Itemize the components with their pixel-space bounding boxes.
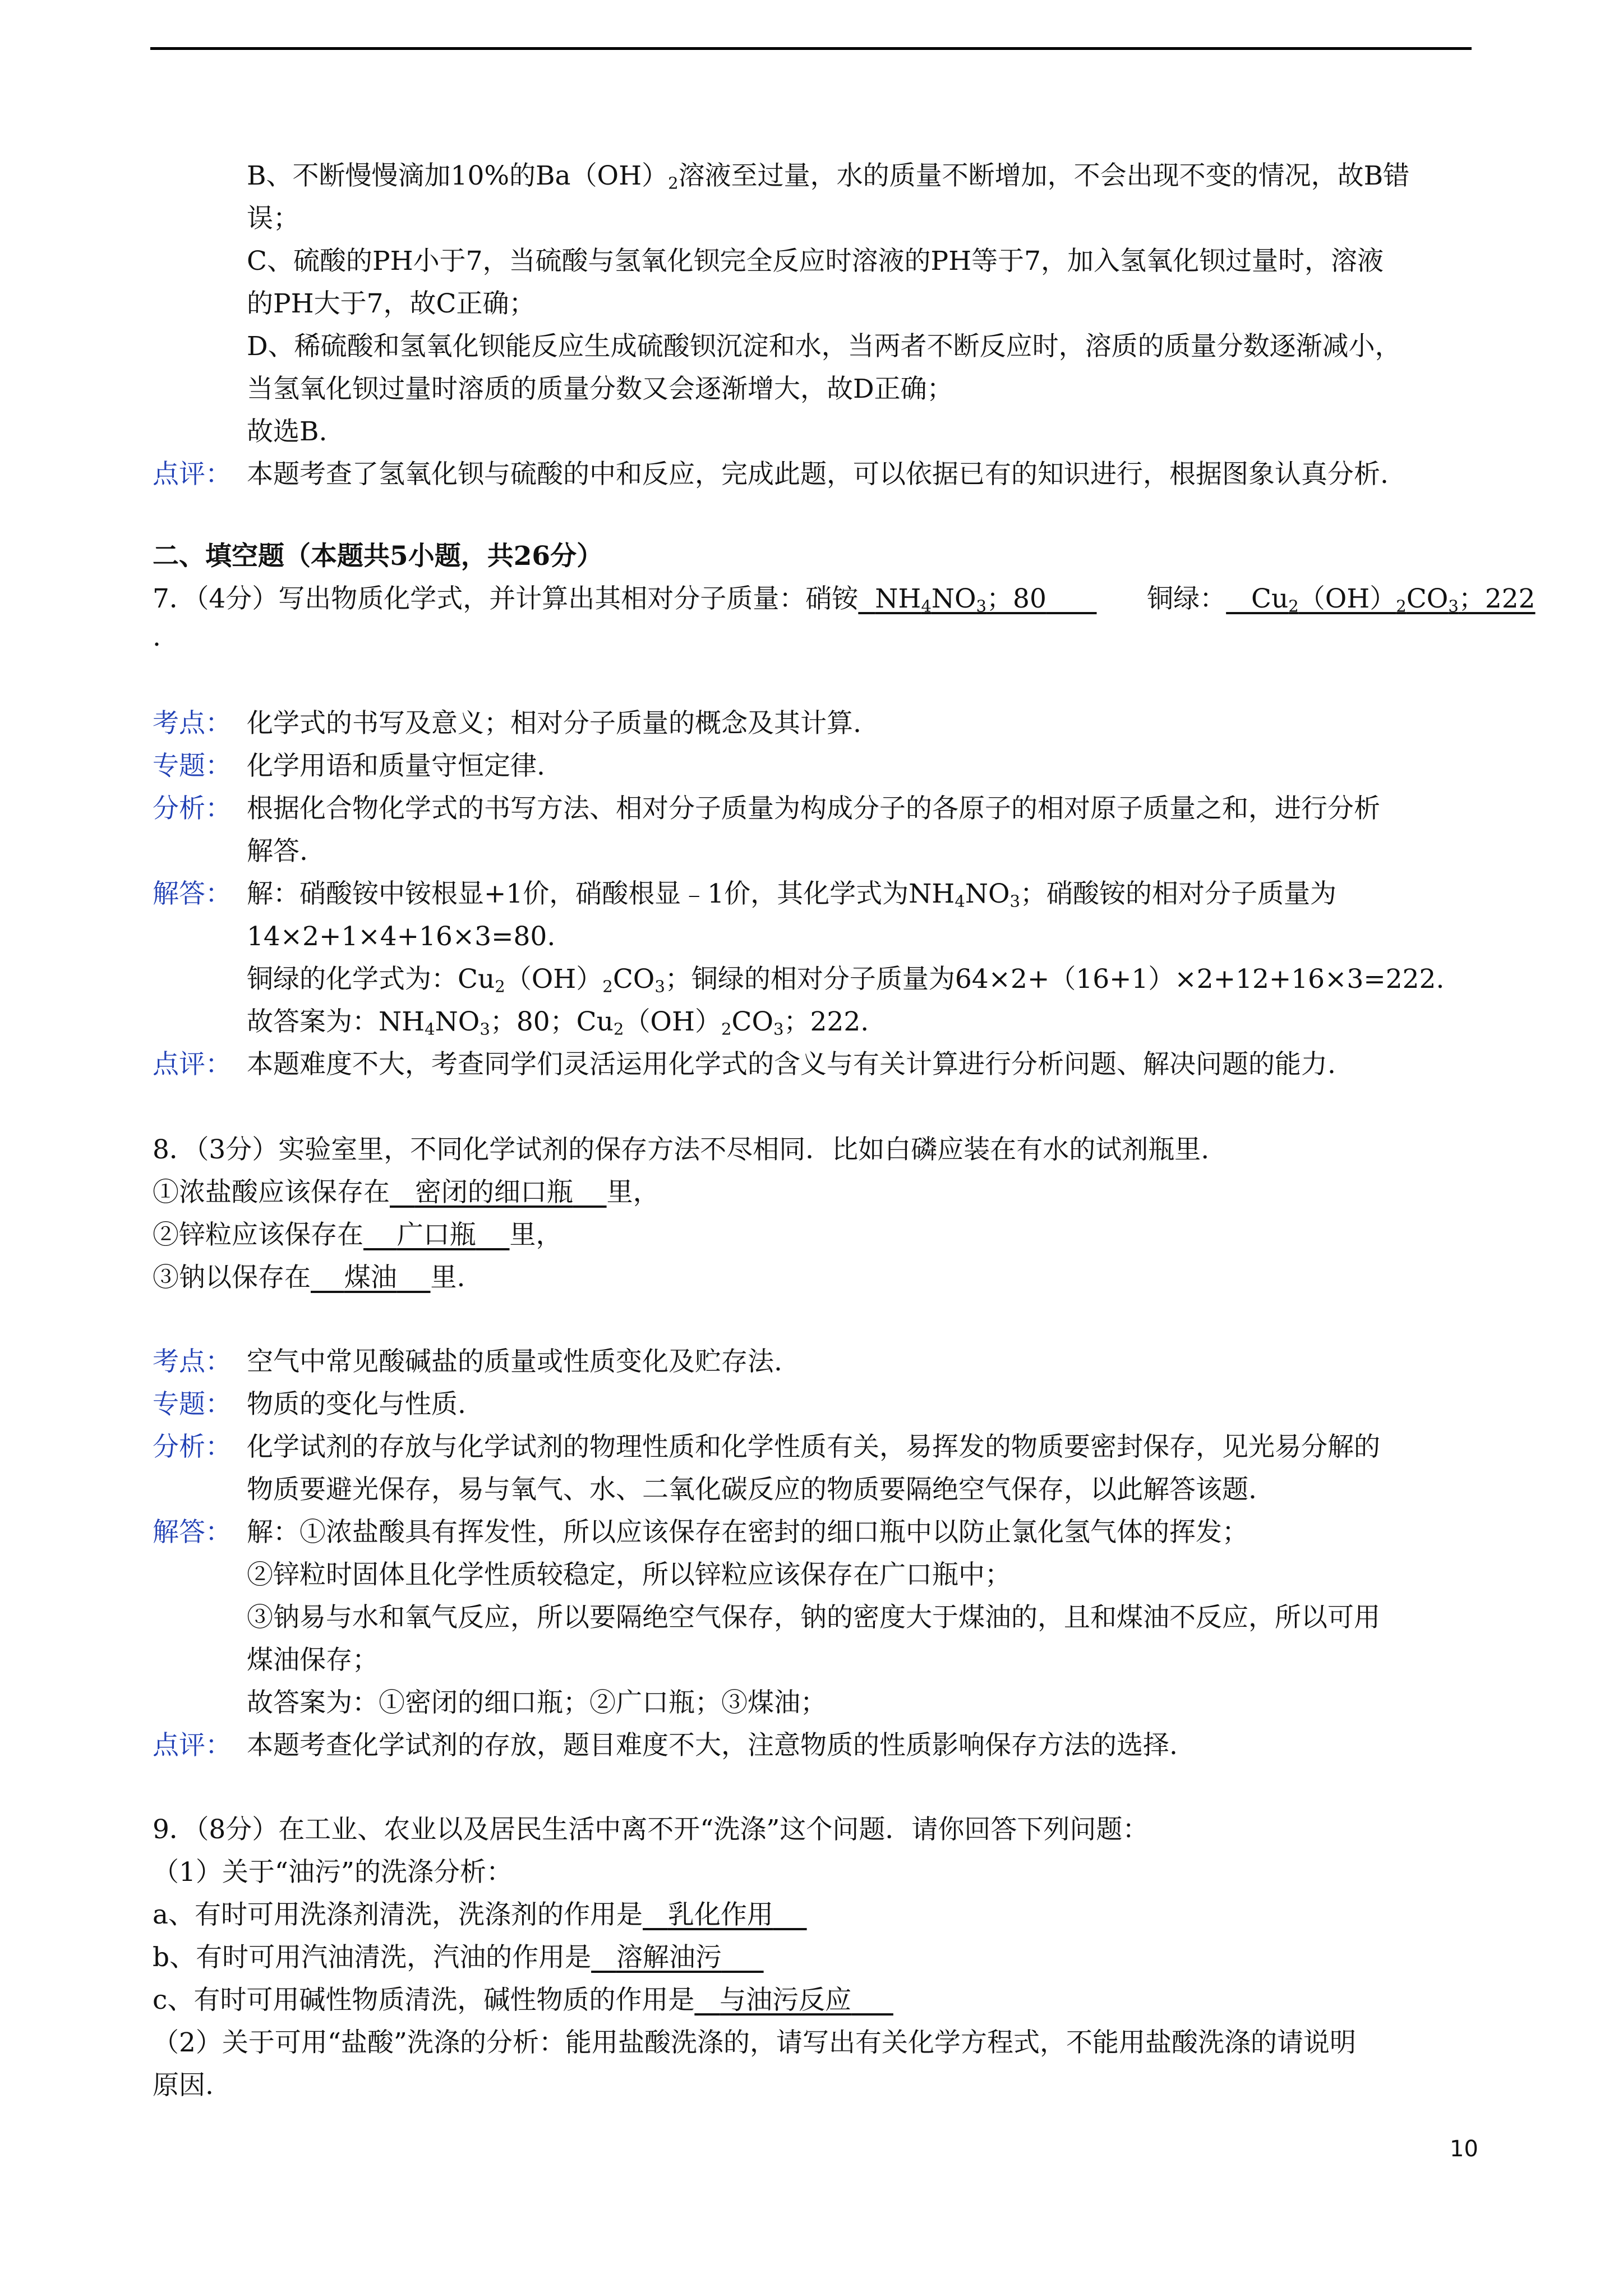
q9-answer-a: 乳化作用 [667, 1899, 773, 1930]
q7-fenxi-line2: 解答. [247, 836, 308, 867]
q7-jieda-line1: 解：硝酸铵中铵根显+1价，硝酸根显﹣1价，其化学式为$NH_4NO_3$；硝酸铵的相对分子质量为 [247, 878, 1337, 911]
q8-zhuanti-label: 专题： [153, 1389, 232, 1420]
q8-fenxi-label: 分析： [153, 1432, 232, 1462]
q8-line1: ①浓盐酸应该保存在 密闭的细口瓶 里， [153, 1177, 660, 1208]
q8-answer-2: 广口瓶 [396, 1220, 476, 1250]
q8-jieda-line1: 解：①浓盐酸具有挥发性，所以应该保存在密封的细口瓶中以防止氯化氢气体的挥发； [247, 1517, 1248, 1548]
q7-jieda-label: 解答： [153, 878, 232, 909]
q9-answer-b: 溶解油污 [616, 1942, 722, 1973]
q8-kaodian: 空气中常见酸碱盐的质量或性质变化及贮存法. [247, 1346, 782, 1377]
q9-part2-line1: （2）关于可用“盐酸”洗涤的分析：能用盐酸洗涤的，请写出有关化学方程式，不能用盐酸洗涤的请说明 [153, 2027, 1356, 2058]
q6-option-b-line2: 误； [247, 203, 299, 234]
q9-item-b: b、有时可用汽油清洗，汽油的作用是 溶解油污 [153, 1944, 764, 1971]
page-number: 10 [1450, 2136, 1478, 2162]
q9-answer-c: 与油污反应 [720, 1985, 852, 2016]
q8-jieda-line3: ③钠易与水和氧气反应，所以要隔绝空气保存，钠的密度大于煤油的，且和煤油不反应，所以可用 [247, 1602, 1380, 1633]
q7-zhuanti: 化学用语和质量守恒定律. [247, 751, 545, 781]
q8-answer-1: 密闭的细口瓶 [414, 1177, 573, 1208]
q6-option-c-line2: 的PH大于7，故C正确； [247, 288, 536, 319]
q6-choose: 故选B. [247, 416, 328, 447]
q7-kaodian: 化学式的书写及意义；相对分子质量的概念及其计算. [247, 708, 861, 739]
q7-jieda-line2: 14×2+1×4+16×3=80. [247, 921, 556, 952]
q9-item-c: c、有时可用碱性物质清洗，碱性物质的作用是 与油污反应 [153, 1987, 893, 2013]
q7-fenxi-line1: 根据化合物化学式的书写方法、相对分子质量为构成分子的各原子的相对原子质量之和，进行分析 [247, 793, 1380, 824]
q8-fenxi-line1: 化学试剂的存放与化学试剂的物理性质和化学性质有关，易挥发的物质要密封保存，见光易分解的 [247, 1432, 1380, 1462]
q7-kaodian-label: 考点： [153, 708, 232, 739]
q8-zhuanti: 物质的变化与性质. [247, 1389, 466, 1420]
q8-dianping-label: 点评： [153, 1730, 232, 1761]
q7-fenxi-label: 分析： [153, 793, 232, 824]
q8-answer-3: 煤油 [344, 1262, 397, 1293]
q8-jieda-line2: ②锌粒时固体且化学性质较稳定，所以锌粒应该保存在广口瓶中； [247, 1559, 1011, 1590]
q8-line2: ②锌粒应该保存在 广口瓶 里， [153, 1220, 562, 1250]
q9-item-a: a、有时可用洗涤剂清洗，洗涤剂的作用是 乳化作用 [153, 1902, 807, 1928]
q8-jieda-line5: 故答案为：①密闭的细口瓶；②广口瓶；③煤油； [247, 1687, 827, 1718]
q7-dianping: 本题难度不大，考查同学们灵活运用化学式的含义与有关计算进行分析问题、解决问题的能力. [247, 1049, 1336, 1080]
q6-option-d-line1: D、稀硫酸和氢氧化钡能反应生成硫酸钡沉淀和水，当两者不断反应时，溶质的质量分数逐渐减小， [247, 331, 1401, 362]
q8-jieda-line4: 煤油保存； [247, 1645, 379, 1676]
q7-answer-1: $NH_4NO_3$；80 [875, 583, 1046, 616]
q7-zhuanti-label: 专题： [153, 751, 232, 781]
q6-option-b-line1: B、不断慢慢滴加10%的$Ba(OH)_2$溶液至过量，水的质量不断增加，不会出现不变的情况，故B错 [247, 160, 1410, 193]
q6-option-c-line1: C、硫酸的PH小于7，当硫酸与氢氧化钡完全反应时溶液的PH等于7，加入氢氧化钡过量时，溶液 [247, 246, 1384, 277]
header-rule [150, 47, 1472, 50]
q8-stem: 8．（3分）实验室里，不同化学试剂的保存方法不尽相同．比如白磷应装在有水的试剂瓶里. [153, 1134, 1210, 1165]
q8-line3: ③钠以保存在 煤油 里. [153, 1262, 465, 1293]
q6-comment-label: 点评： [153, 459, 232, 490]
q9-part1: （1）关于“油污”的洗涤分析： [153, 1857, 513, 1888]
section-title: 二、填空题（本题共5小题，共26分） [153, 541, 603, 572]
q6-comment: 本题考查了氢氧化钡与硫酸的中和反应，完成此题，可以依据已有的知识进行，根据图象认真分析. [247, 459, 1389, 490]
q6-option-d-line2: 当氢氧化钡过量时溶质的质量分数又会逐渐增大，故D正确； [247, 374, 953, 404]
q9-stem: 9．（8分）在工业、农业以及居民生活中离不开“洗涤”这个问题．请你回答下列问题： [153, 1814, 1149, 1845]
q8-jieda-label: 解答： [153, 1517, 232, 1548]
q7-dot: . [153, 622, 161, 652]
q7-stem: 7．（4分）写出物质化学式，并计算出其相对分子质量：硝铵 $NH_4NO_3$；80 铜绿： $Cu_2(OH)_2CO_3$；222 [153, 583, 1536, 616]
q7-dianping-label: 点评： [153, 1049, 232, 1080]
q7-jieda-line3: 铜绿的化学式为：$Cu_2(OH)_2CO_3$；铜绿的相对分子质量为64×2+（16+1）×2+12+16×3=222. [247, 964, 1445, 996]
q8-fenxi-line2: 物质要避光保存，易与氧气、水、二氧化碳反应的物质要隔绝空气保存，以此解答该题. [247, 1474, 1257, 1505]
q9-part2-line2: 原因. [153, 2070, 214, 2101]
q7-answer-2: $Cu_2(OH)_2CO_3$；222 [1251, 583, 1536, 616]
q7-jieda-line4: 故答案为：$NH_4NO_3$；80；$Cu_2(OH)_2CO_3$；222. [247, 1006, 869, 1039]
q8-dianping: 本题考查化学试剂的存放，题目难度不大，注意物质的性质影响保存方法的选择. [247, 1730, 1178, 1761]
q8-kaodian-label: 考点： [153, 1346, 232, 1377]
